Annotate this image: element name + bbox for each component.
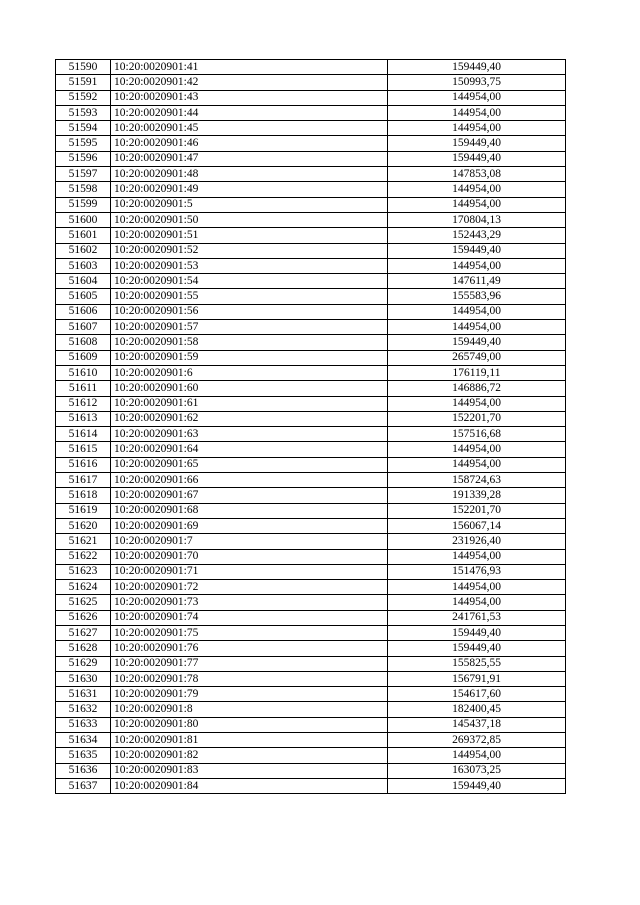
row-number-cell: 51616 [56, 457, 111, 472]
cadastral-number-cell: 10:20:0020901:7 [111, 534, 388, 549]
cadastral-number-cell: 10:20:0020901:77 [111, 656, 388, 671]
table-row [56, 625, 566, 640]
row-number-cell: 51591 [56, 75, 111, 90]
table-row [56, 105, 566, 120]
cadastral-value-cell: 155825,55 [388, 656, 566, 671]
table-row [56, 549, 566, 564]
cadastral-number-cell: 10:20:0020901:54 [111, 274, 388, 289]
table-row [56, 778, 566, 793]
cadastral-value-cell: 152443,29 [388, 228, 566, 243]
table-row [56, 396, 566, 411]
cadastral-value-cell: 154617,60 [388, 687, 566, 702]
cadastral-number-cell: 10:20:0020901:41 [111, 60, 388, 75]
row-number-cell: 51603 [56, 258, 111, 273]
cadastral-value-cell: 269372,85 [388, 733, 566, 748]
table-row [56, 763, 566, 778]
row-number-cell: 51599 [56, 197, 111, 212]
cadastral-number-cell: 10:20:0020901:56 [111, 304, 388, 319]
row-number-cell: 51611 [56, 381, 111, 396]
table-row [56, 580, 566, 595]
row-number-cell: 51605 [56, 289, 111, 304]
cadastral-value-cell: 182400,45 [388, 702, 566, 717]
cadastral-value-cell: 176119,11 [388, 365, 566, 380]
cadastral-value-cell: 147611,49 [388, 274, 566, 289]
table-row [56, 687, 566, 702]
table-row [56, 381, 566, 396]
table-body [56, 60, 566, 794]
row-number-cell: 51630 [56, 671, 111, 686]
row-number-cell: 51621 [56, 534, 111, 549]
cadastral-number-cell: 10:20:0020901:74 [111, 610, 388, 625]
cadastral-value-cell: 151476,93 [388, 564, 566, 579]
cadastral-number-cell: 10:20:0020901:42 [111, 75, 388, 90]
cadastral-number-cell: 10:20:0020901:68 [111, 503, 388, 518]
cadastral-number-cell: 10:20:0020901:49 [111, 182, 388, 197]
table-row [56, 656, 566, 671]
row-number-cell: 51622 [56, 549, 111, 564]
table-row [56, 320, 566, 335]
cadastral-value-cell: 144954,00 [388, 121, 566, 136]
row-number-cell: 51619 [56, 503, 111, 518]
cadastral-value-cell: 158724,63 [388, 473, 566, 488]
cadastral-value-cell: 191339,28 [388, 488, 566, 503]
cadastral-value-cell: 159449,40 [388, 641, 566, 656]
table-row [56, 641, 566, 656]
row-number-cell: 51608 [56, 335, 111, 350]
cadastral-number-cell: 10:20:0020901:73 [111, 595, 388, 610]
row-number-cell: 51617 [56, 473, 111, 488]
row-number-cell: 51631 [56, 687, 111, 702]
row-number-cell: 51629 [56, 656, 111, 671]
cadastral-number-cell: 10:20:0020901:6 [111, 365, 388, 380]
row-number-cell: 51635 [56, 748, 111, 763]
cadastral-value-cell: 156791,91 [388, 671, 566, 686]
table-row [56, 136, 566, 151]
cadastral-number-cell: 10:20:0020901:83 [111, 763, 388, 778]
cadastral-value-cell: 159449,40 [388, 60, 566, 75]
cadastral-value-cell: 144954,00 [388, 442, 566, 457]
table-row [56, 289, 566, 304]
cadastral-number-cell: 10:20:0020901:69 [111, 518, 388, 533]
cadastral-value-cell: 144954,00 [388, 320, 566, 335]
row-number-cell: 51593 [56, 105, 111, 120]
cadastral-value-cell: 144954,00 [388, 197, 566, 212]
row-number-cell: 51632 [56, 702, 111, 717]
cadastral-number-cell: 10:20:0020901:45 [111, 121, 388, 136]
cadastral-value-table [55, 59, 566, 794]
table-row [56, 167, 566, 182]
cadastral-number-cell: 10:20:0020901:52 [111, 243, 388, 258]
cadastral-number-cell: 10:20:0020901:51 [111, 228, 388, 243]
table-row [56, 610, 566, 625]
cadastral-number-cell: 10:20:0020901:64 [111, 442, 388, 457]
table-row [56, 427, 566, 442]
cadastral-number-cell: 10:20:0020901:46 [111, 136, 388, 151]
table-row [56, 60, 566, 75]
table-row [56, 733, 566, 748]
cadastral-number-cell: 10:20:0020901:67 [111, 488, 388, 503]
cadastral-number-cell: 10:20:0020901:44 [111, 105, 388, 120]
row-number-cell: 51613 [56, 411, 111, 426]
table-row [56, 457, 566, 472]
row-number-cell: 51597 [56, 167, 111, 182]
row-number-cell: 51625 [56, 595, 111, 610]
cadastral-value-cell: 159449,40 [388, 243, 566, 258]
cadastral-number-cell: 10:20:0020901:80 [111, 717, 388, 732]
cadastral-value-cell: 231926,40 [388, 534, 566, 549]
row-number-cell: 51623 [56, 564, 111, 579]
row-number-cell: 51598 [56, 182, 111, 197]
cadastral-number-cell: 10:20:0020901:59 [111, 350, 388, 365]
cadastral-value-cell: 159449,40 [388, 335, 566, 350]
row-number-cell: 51602 [56, 243, 111, 258]
table-row [56, 243, 566, 258]
cadastral-number-cell: 10:20:0020901:70 [111, 549, 388, 564]
cadastral-number-cell: 10:20:0020901:61 [111, 396, 388, 411]
table-row [56, 564, 566, 579]
row-number-cell: 51634 [56, 733, 111, 748]
cadastral-value-cell: 152201,70 [388, 503, 566, 518]
row-number-cell: 51618 [56, 488, 111, 503]
cadastral-number-cell: 10:20:0020901:58 [111, 335, 388, 350]
cadastral-number-cell: 10:20:0020901:81 [111, 733, 388, 748]
cadastral-value-cell: 159449,40 [388, 625, 566, 640]
table-row [56, 258, 566, 273]
cadastral-number-cell: 10:20:0020901:53 [111, 258, 388, 273]
cadastral-value-cell: 144954,00 [388, 182, 566, 197]
cadastral-value-cell: 159449,40 [388, 136, 566, 151]
table-row [56, 671, 566, 686]
cadastral-value-cell: 155583,96 [388, 289, 566, 304]
cadastral-number-cell: 10:20:0020901:79 [111, 687, 388, 702]
table-row [56, 473, 566, 488]
cadastral-value-cell: 144954,00 [388, 90, 566, 105]
cadastral-value-cell: 265749,00 [388, 350, 566, 365]
cadastral-value-cell: 144954,00 [388, 396, 566, 411]
row-number-cell: 51633 [56, 717, 111, 732]
cadastral-value-cell: 157516,68 [388, 427, 566, 442]
row-number-cell: 51609 [56, 350, 111, 365]
cadastral-number-cell: 10:20:0020901:55 [111, 289, 388, 304]
table-row [56, 90, 566, 105]
table-row [56, 274, 566, 289]
table-row [56, 304, 566, 319]
cadastral-number-cell: 10:20:0020901:57 [111, 320, 388, 335]
table-row [56, 335, 566, 350]
cadastral-number-cell: 10:20:0020901:62 [111, 411, 388, 426]
cadastral-number-cell: 10:20:0020901:63 [111, 427, 388, 442]
table-row [56, 228, 566, 243]
row-number-cell: 51610 [56, 365, 111, 380]
row-number-cell: 51636 [56, 763, 111, 778]
cadastral-number-cell: 10:20:0020901:47 [111, 151, 388, 166]
cadastral-value-cell: 144954,00 [388, 748, 566, 763]
cadastral-number-cell: 10:20:0020901:50 [111, 212, 388, 227]
cadastral-value-cell: 144954,00 [388, 258, 566, 273]
row-number-cell: 51627 [56, 625, 111, 640]
cadastral-number-cell: 10:20:0020901:72 [111, 580, 388, 595]
row-number-cell: 51604 [56, 274, 111, 289]
cadastral-value-cell: 144954,00 [388, 595, 566, 610]
row-number-cell: 51601 [56, 228, 111, 243]
cadastral-value-cell: 163073,25 [388, 763, 566, 778]
cadastral-value-cell: 159449,40 [388, 151, 566, 166]
cadastral-value-cell: 144954,00 [388, 580, 566, 595]
table-row [56, 350, 566, 365]
cadastral-number-cell: 10:20:0020901:75 [111, 625, 388, 640]
table-row [56, 75, 566, 90]
row-number-cell: 51595 [56, 136, 111, 151]
row-number-cell: 51624 [56, 580, 111, 595]
table-row [56, 748, 566, 763]
table-row [56, 442, 566, 457]
cadastral-value-cell: 144954,00 [388, 457, 566, 472]
row-number-cell: 51614 [56, 427, 111, 442]
cadastral-value-cell: 159449,40 [388, 778, 566, 793]
row-number-cell: 51637 [56, 778, 111, 793]
table-row [56, 182, 566, 197]
row-number-cell: 51592 [56, 90, 111, 105]
cadastral-value-cell: 145437,18 [388, 717, 566, 732]
table-row [56, 702, 566, 717]
cadastral-number-cell: 10:20:0020901:60 [111, 381, 388, 396]
cadastral-number-cell: 10:20:0020901:8 [111, 702, 388, 717]
cadastral-number-cell: 10:20:0020901:48 [111, 167, 388, 182]
row-number-cell: 51596 [56, 151, 111, 166]
cadastral-number-cell: 10:20:0020901:71 [111, 564, 388, 579]
table-row [56, 121, 566, 136]
table-row [56, 488, 566, 503]
cadastral-number-cell: 10:20:0020901:78 [111, 671, 388, 686]
row-number-cell: 51594 [56, 121, 111, 136]
row-number-cell: 51620 [56, 518, 111, 533]
cadastral-number-cell: 10:20:0020901:66 [111, 473, 388, 488]
table-row [56, 717, 566, 732]
cadastral-number-cell: 10:20:0020901:76 [111, 641, 388, 656]
cadastral-value-cell: 147853,08 [388, 167, 566, 182]
row-number-cell: 51626 [56, 610, 111, 625]
table-row [56, 212, 566, 227]
cadastral-value-cell: 144954,00 [388, 105, 566, 120]
row-number-cell: 51606 [56, 304, 111, 319]
table-row [56, 365, 566, 380]
table-row [56, 503, 566, 518]
row-number-cell: 51628 [56, 641, 111, 656]
row-number-cell: 51607 [56, 320, 111, 335]
table-row [56, 518, 566, 533]
cadastral-value-cell: 241761,53 [388, 610, 566, 625]
cadastral-value-cell: 156067,14 [388, 518, 566, 533]
table-row [56, 411, 566, 426]
cadastral-value-cell: 144954,00 [388, 549, 566, 564]
cadastral-number-cell: 10:20:0020901:82 [111, 748, 388, 763]
row-number-cell: 51590 [56, 60, 111, 75]
cadastral-number-cell: 10:20:0020901:43 [111, 90, 388, 105]
cadastral-value-cell: 152201,70 [388, 411, 566, 426]
cadastral-number-cell: 10:20:0020901:5 [111, 197, 388, 212]
cadastral-value-cell: 146886,72 [388, 381, 566, 396]
cadastral-value-cell: 150993,75 [388, 75, 566, 90]
table-row [56, 595, 566, 610]
table-row [56, 197, 566, 212]
cadastral-number-cell: 10:20:0020901:65 [111, 457, 388, 472]
row-number-cell: 51600 [56, 212, 111, 227]
row-number-cell: 51615 [56, 442, 111, 457]
cadastral-value-cell: 144954,00 [388, 304, 566, 319]
cadastral-number-cell: 10:20:0020901:84 [111, 778, 388, 793]
table-row [56, 534, 566, 549]
table-row [56, 151, 566, 166]
cadastral-value-cell: 170804,13 [388, 212, 566, 227]
row-number-cell: 51612 [56, 396, 111, 411]
